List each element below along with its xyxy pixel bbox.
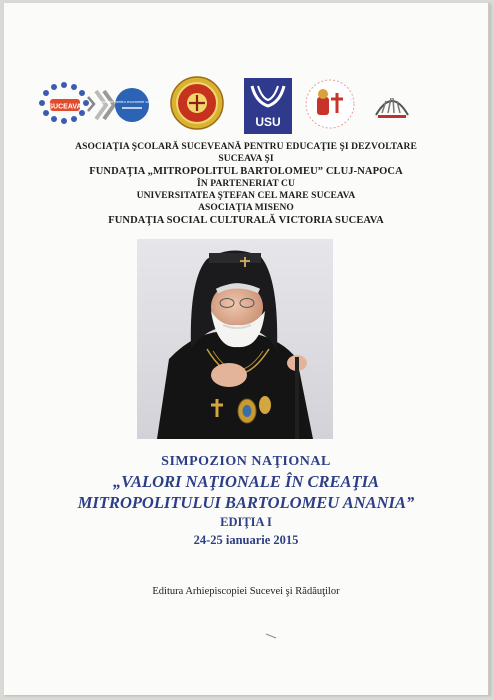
- event-type: SIMPOZION NAŢIONAL: [161, 454, 331, 469]
- organizer-line: FUNDAŢIA SOCIAL CULTURALĂ VICTORIA SUCEAVA: [108, 214, 384, 226]
- event-title-line-1: „VALORI NAŢIONALE ÎN CREAŢIA: [112, 472, 380, 491]
- event-title-line-2: MITROPOLITULUI BARTOLOMEU ANANIA”: [77, 493, 415, 512]
- book-cover: [4, 3, 490, 695]
- paper-mark-icon: [266, 633, 278, 639]
- asociatia-scolara-logo-icon: [38, 81, 96, 127]
- fundatia-bartolomeu-seal-icon: [170, 76, 224, 130]
- organizer-line: UNIVERSITATEA ŞTEFAN CEL MARE SUCEAVA: [136, 191, 356, 202]
- miseno-logo-icon: [304, 77, 356, 131]
- usu-logo-icon: [244, 78, 292, 134]
- partner-logos: [38, 75, 418, 139]
- asociatia-logo-text: SUCEAVA: [48, 103, 82, 111]
- edition-label: EDIŢIA I: [220, 515, 272, 529]
- organizers-header: [4, 141, 488, 227]
- event-date: 24-25 ianuarie 2015: [193, 533, 299, 547]
- usu-logo-text: USU: [255, 115, 281, 129]
- organizer-line: ASOCIAŢIA MISENO: [198, 203, 294, 214]
- educatie-logo-text: educaţie pentru economie competitivă: [98, 99, 166, 104]
- victoria-logo-icon: [372, 85, 412, 121]
- publisher: Editura Arhiepiscopiei Sucevei şi Rădăuţilor: [152, 586, 340, 597]
- organizer-line: ÎN PARTENERIAT CU: [197, 178, 295, 189]
- organizer-line: ASOCIAŢIA ŞCOLARĂ SUCEVEANĂ PENTRU EDUCAŢIE ŞI DEZVOLTARE: [75, 142, 417, 152]
- portrait-photo: [137, 239, 333, 439]
- educatie-logo-icon: [96, 83, 166, 127]
- organizer-line: FUNDAŢIA „MITROPOLITUL BARTOLOMEU” CLUJ-NAPOCA: [89, 165, 403, 177]
- organizer-line: SUCEAVA ŞI: [218, 154, 274, 165]
